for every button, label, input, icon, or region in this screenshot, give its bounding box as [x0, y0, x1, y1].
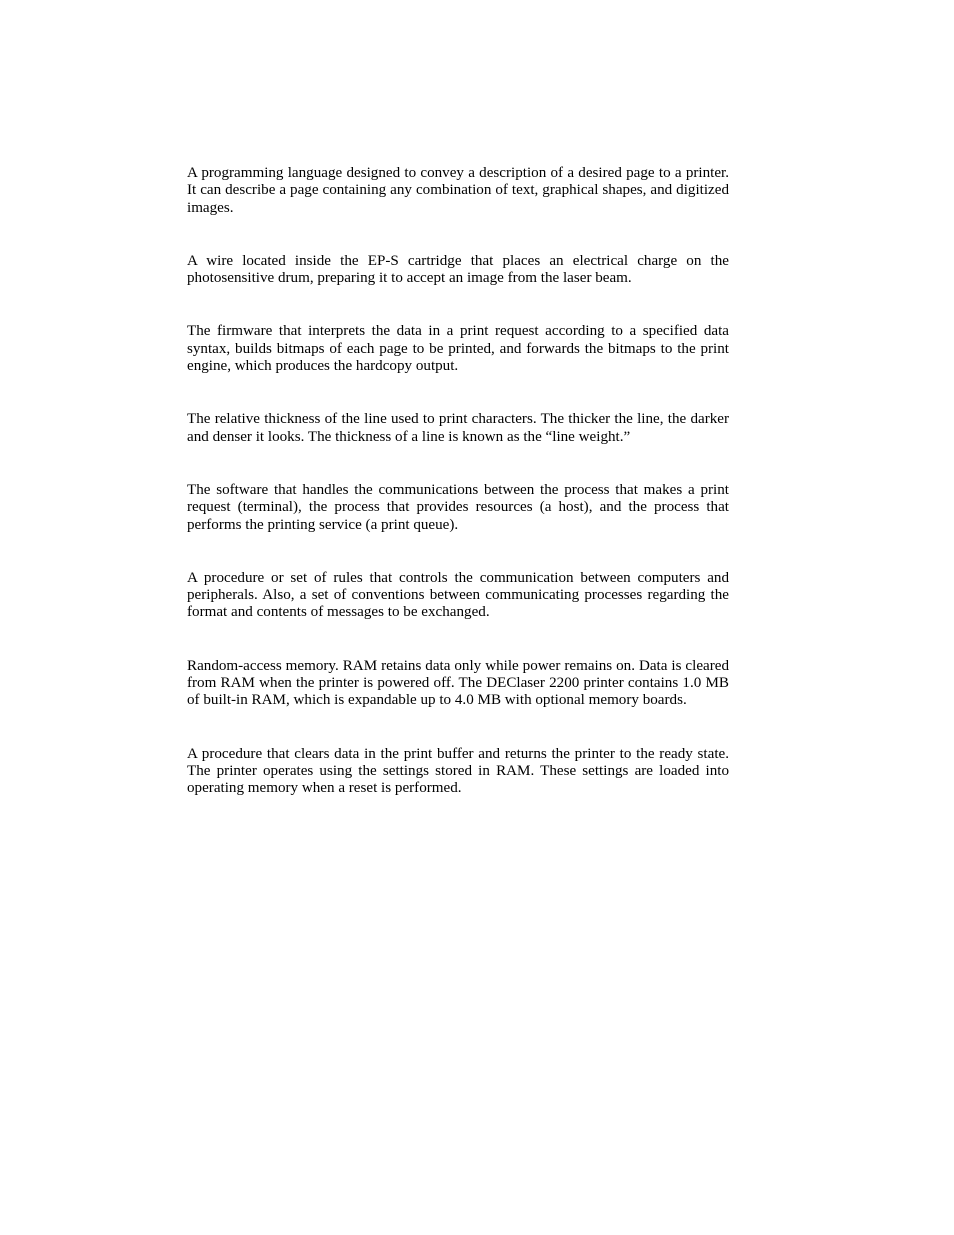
- glossary-definitions: [187, 165, 729, 798]
- definition-print-weight: The relative thickness of the line used to print characters. The thicker the line, the darker and denser it looks. The thickness of a line is known as the “line weight.”: [187, 411, 729, 445]
- definition-page-description-language: A programming language designed to convey a description of a desired page to a printer. It can describe a page containing any combination of text, graphical shapes, and digitized images.: [187, 165, 729, 216]
- definition-ram: Random-access memory. RAM retains data only while power remains on. Data is cleared from RAM when the printer is powered off. The DEClaser 2200 printer contains 1.0 MB of built-in RAM, which is expandable up to 4.0 MB with optional memory boards.: [187, 657, 729, 709]
- definition-print-server-software: The software that handles the communications between the process that makes a print request (terminal), the process that provides resources (a host), and the process that performs the printing service (a print queue).: [187, 481, 729, 533]
- definition-primary-corona-wire: A wire located inside the EP-S cartridge that places an electrical charge on the photosensitive drum, preparing it to accept an image from the laser beam.: [187, 252, 729, 287]
- definition-print-server-firmware: The firmware that interprets the data in a print request according to a specified data syntax, builds bitmaps of each page to be printed, and forwards the bitmaps to the print engine, which produces the hardcopy output.: [187, 323, 729, 375]
- definition-reset: A procedure that clears data in the print buffer and returns the printer to the ready state. The printer operates using the settings stored in RAM. These settings are loaded into operating memory when a reset is performed.: [187, 745, 729, 797]
- definition-protocol: A procedure or set of rules that controls the communication between computers and peripherals. Also, a set of conventions between communicating processes regarding the format and contents of messages to be exchanged.: [187, 569, 729, 621]
